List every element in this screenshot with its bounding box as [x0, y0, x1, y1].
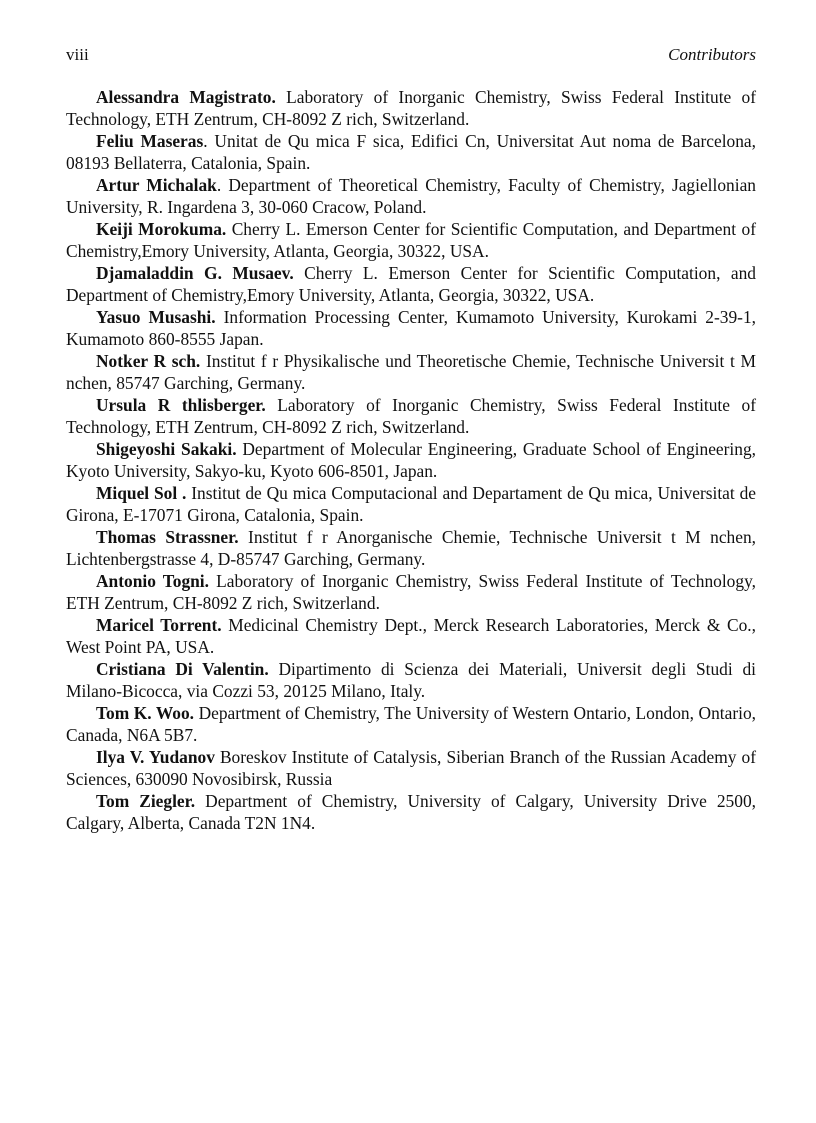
contributor-name: Artur Michalak [96, 175, 217, 195]
contributor-entry [66, 350, 756, 394]
contributor-affiliation: Boreskov Institute of Catalysis, Siberian Branch of the Russian Academy of Sciences, 630090 Novosibirsk, Russia [66, 747, 756, 789]
contributor-entry [66, 86, 756, 130]
contributor-affiliation: Department of Chemistry, The University of Western Ontario, London, Ontario, Canada, N6A 5B7. [66, 703, 756, 745]
contributor-affiliation: Information Processing Center, Kumamoto University, Kurokami 2-39-1, Kumamoto 860-8555 Japan. [66, 307, 756, 349]
contributor-name: Tom Ziegler. [96, 791, 196, 811]
contributor-name: Tom K. Woo. [96, 703, 195, 723]
contributor-affiliation: Medicinal Chemistry Dept., Merck Research Laboratories, Merck & Co., West Point PA, USA. [66, 615, 756, 657]
document-page [66, 44, 756, 834]
contributor-affiliation: Institut f r Anorganische Chemie, Technische Universit t M nchen, Lichtenbergstrasse 4, D-85747 Garching, Germany. [66, 527, 757, 569]
contributor-name: Djamaladdin G. Musaev. [96, 263, 294, 283]
contributor-name: Cristiana Di Valentin. [96, 659, 269, 679]
contributor-entry [66, 746, 756, 790]
contributor-affiliation: . Department of Theoretical Chemistry, Faculty of Chemistry, Jagiellonian University, R. Ingardena 3, 30-060 Cracow, Poland. [66, 175, 756, 217]
contributor-entry [66, 306, 756, 350]
contributor-affiliation: . Unitat de Qu mica F sica, Edifici Cn, Universitat Aut noma de Barcelona, 08193 Bellaterra, Catalonia, Spain. [66, 131, 757, 173]
contributor-affiliation: Institut f r Physikalische und Theoretische Chemie, Technische Universit t M nchen, 85747 Garching, Germany. [66, 351, 756, 393]
contributor-name: Yasuo Musashi. [96, 307, 216, 327]
contributor-entry [66, 394, 756, 438]
contributor-name: Notker R sch. [96, 351, 201, 371]
contributor-affiliation: Dipartimento di Scienza dei Materiali, Universit degli Studi di Milano-Bicocca, via Cozzi 53, 20125 Milano, Italy. [66, 659, 756, 701]
contributor-affiliation: Laboratory of Inorganic Chemistry, Swiss Federal Institute of Technology, ETH Zentrum, CH-8092 Z rich, Switzerland. [66, 87, 757, 129]
contributor-affiliation: Cherry L. Emerson Center for Scientific Computation, and Department of Chemistry,Emory University, Atlanta, Georgia, 30322, USA. [66, 263, 756, 305]
contributor-entry [66, 614, 756, 658]
contributor-name: Antonio Togni. [96, 571, 209, 591]
contributor-entry [66, 570, 756, 614]
contributor-affiliation: Laboratory of Inorganic Chemistry, Swiss Federal Institute of Technology, ETH Zentrum, CH-8092 Z rich, Switzerland. [66, 571, 756, 613]
page-header [66, 44, 756, 66]
contributor-name: Maricel Torrent. [96, 615, 222, 635]
contributor-affiliation: Department of Molecular Engineering, Graduate School of Engineering, Kyoto University, Sakyo-ku, Kyoto 606-8501, Japan. [66, 439, 756, 481]
contributor-name: Feliu Maseras [96, 131, 204, 151]
contributor-name: Shigeyoshi Sakaki. [96, 439, 237, 459]
contributor-entry [66, 438, 756, 482]
contributor-affiliation: Laboratory of Inorganic Chemistry, Swiss Federal Institute of Technology, ETH Zentrum, CH-8092 Z rich, Switzerland. [66, 395, 756, 437]
contributor-name: Ilya V. Yudanov [96, 747, 215, 767]
contributor-affiliation: Cherry L. Emerson Center for Scientific Computation, and Department of Chemistry,Emory University, Atlanta, Georgia, 30322, USA. [66, 219, 756, 261]
contributor-name: Alessandra Magistrato. [96, 87, 276, 107]
contributor-name: Keiji Morokuma. [96, 219, 227, 239]
contributor-entry [66, 526, 756, 570]
contributor-affiliation: Department of Chemistry, University of Calgary, University Drive 2500, Calgary, Alberta, Canada T2N 1N4. [66, 791, 756, 833]
contributor-name: Miquel Sol . [96, 483, 187, 503]
contributor-entry [66, 658, 756, 702]
page-number: viii [66, 45, 89, 64]
contributor-name: Thomas Strassner. [96, 527, 239, 547]
contributor-entry [66, 262, 756, 306]
contributor-entry [66, 482, 756, 526]
contributor-entry [66, 218, 756, 262]
running-title: Contributors [668, 45, 756, 64]
contributor-entry [66, 174, 756, 218]
contributor-entry [66, 790, 756, 834]
contributor-affiliation: Institut de Qu mica Computacional and Departament de Qu mica, Universitat de Girona, E-17071 Girona, Catalonia, Spain. [66, 483, 756, 525]
contributor-name: Ursula R thlisberger. [96, 395, 266, 415]
contributor-list [66, 86, 756, 834]
contributor-entry [66, 702, 756, 746]
contributor-entry [66, 130, 756, 174]
